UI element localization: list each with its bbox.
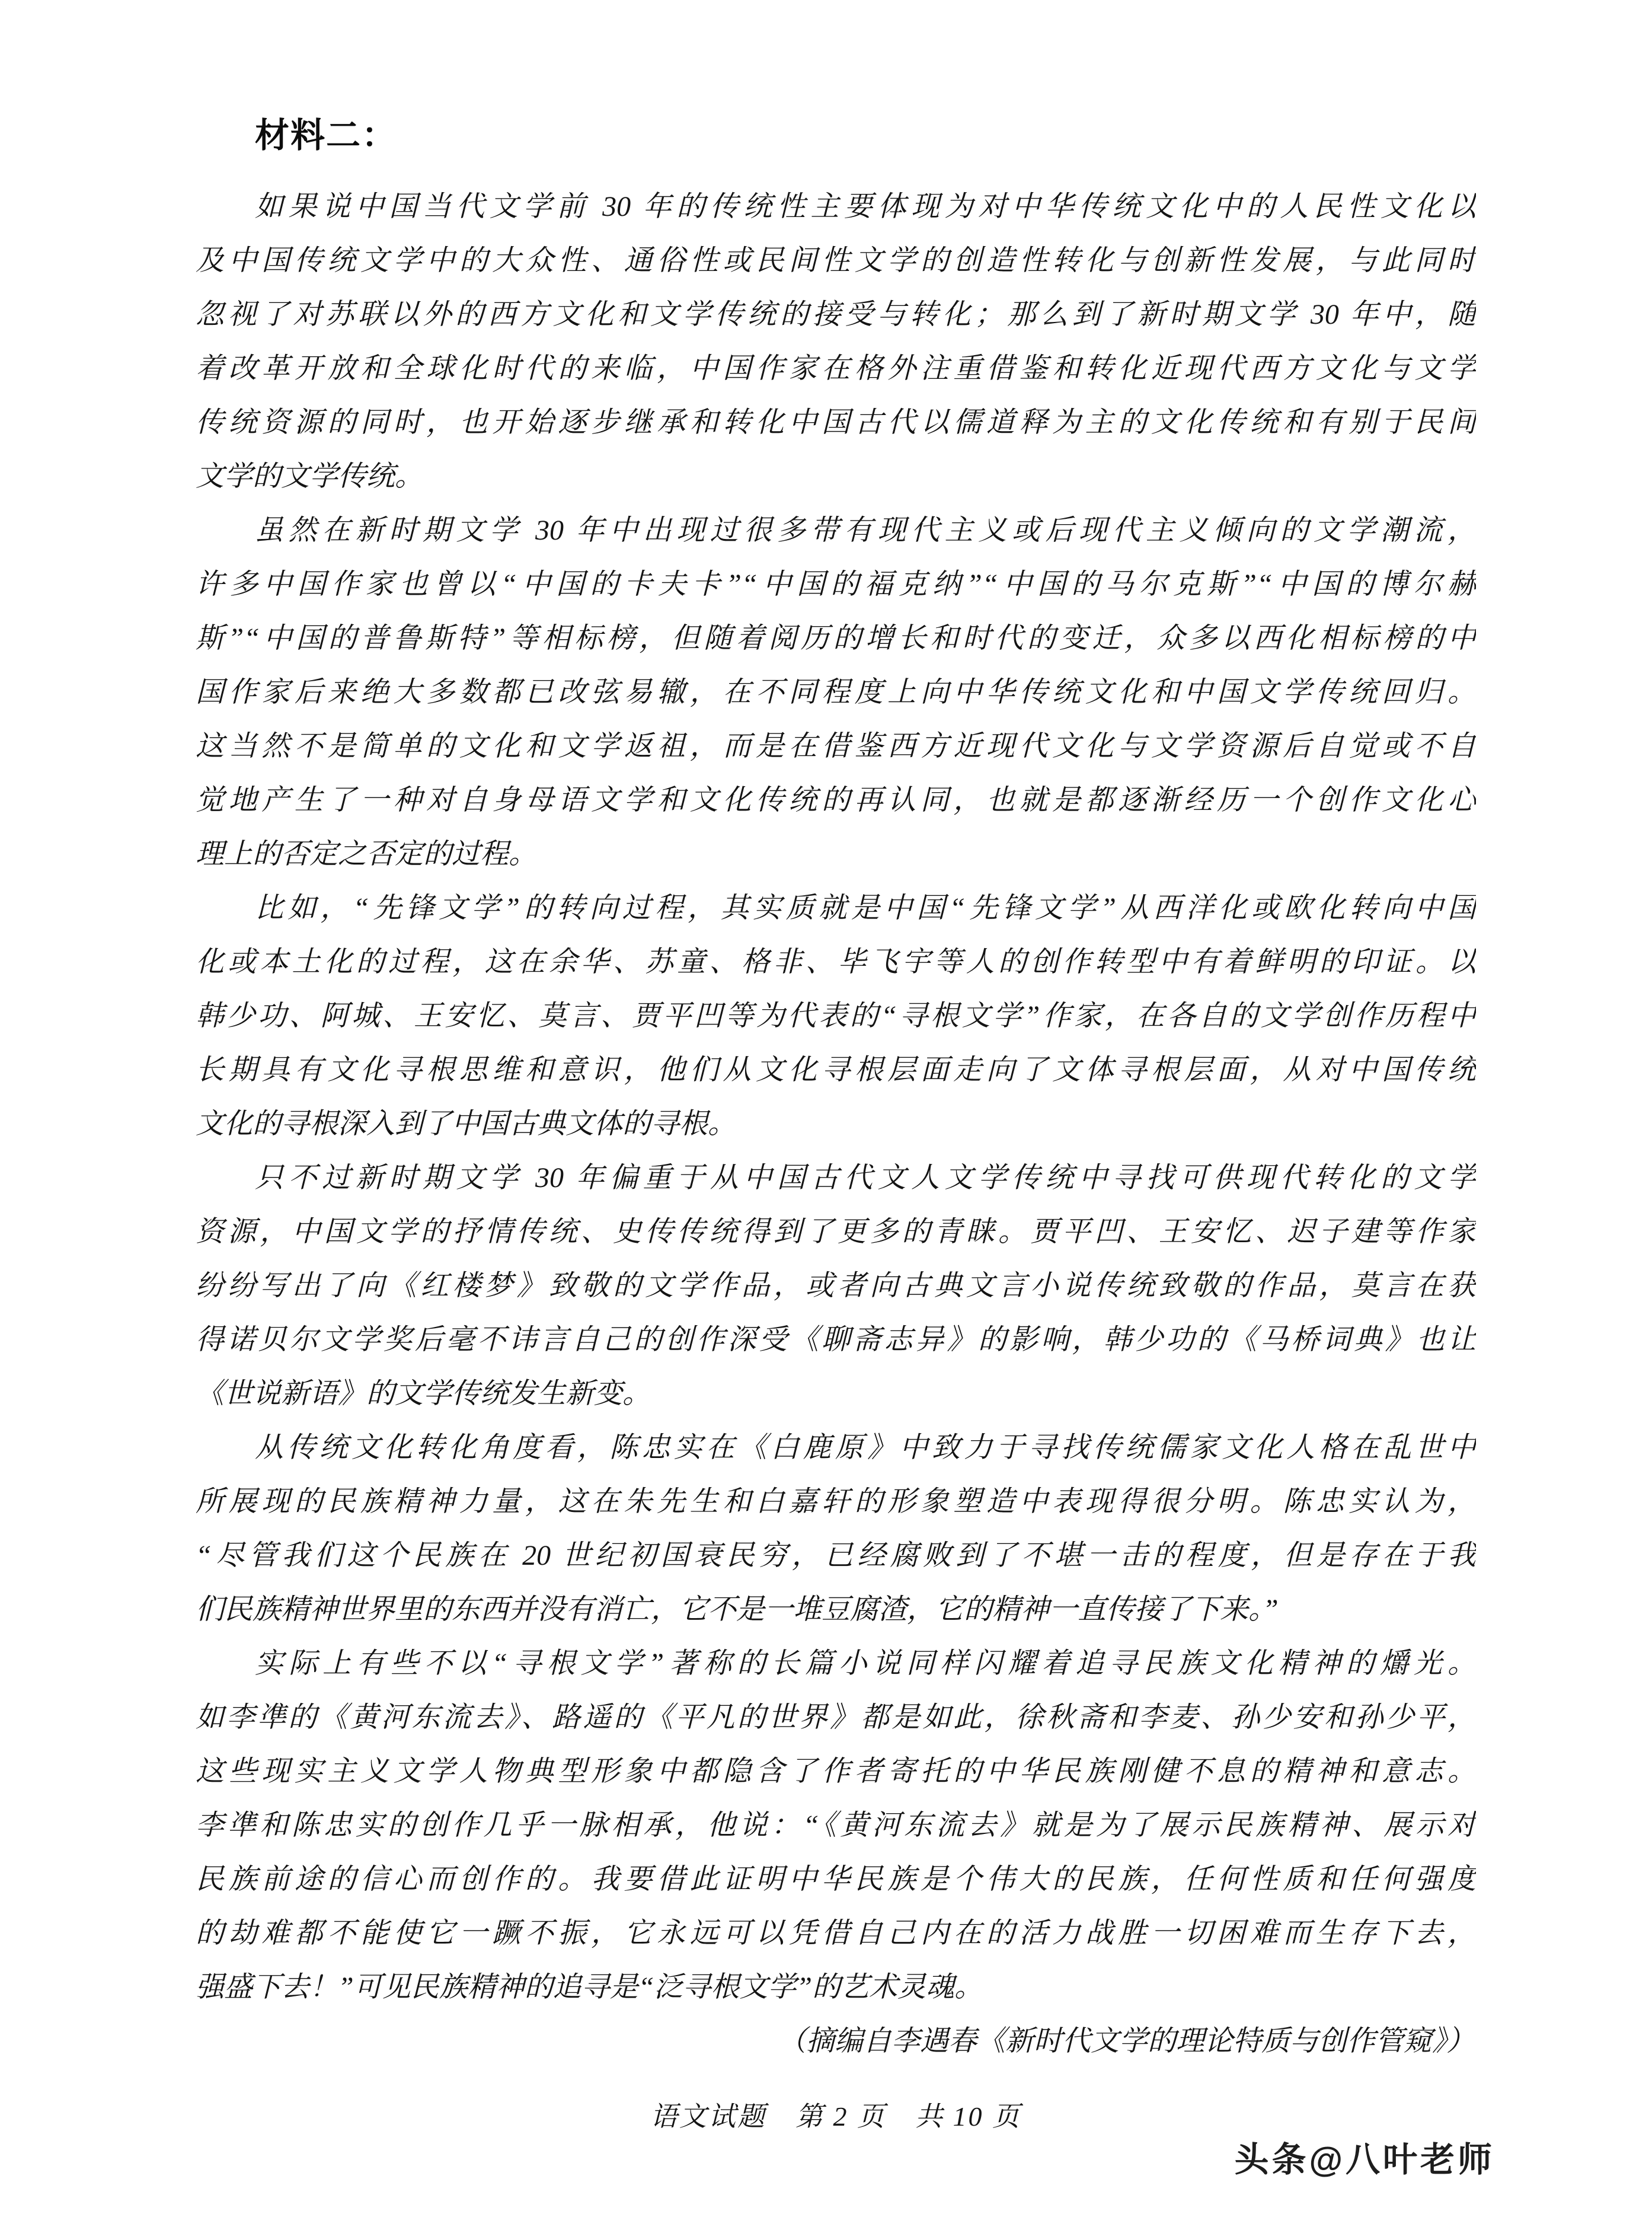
material-heading: 材料二： — [255, 116, 398, 155]
text-line: 从传统文化转化角度看，陈忠实在《白鹿原》中致力于寻找传统儒家文化人格在乱世中 — [255, 1432, 1476, 1463]
text-line: 忽视了对苏联以外的西方文化和文学传统的接受与转化；那么到了新时期文学 30 年中，随 — [196, 299, 1476, 330]
text-block — [196, 117, 1476, 2135]
text-line: 实际上有些不以“寻根文学”著称的长篇小说同样闪耀着追寻民族文化精神的爝光。 — [255, 1648, 1476, 1679]
source-attribution: （摘编自李遇春《新时代文学的理论特质与创作管窥》） — [777, 2025, 1475, 2057]
text-line: 韩少功、阿城、王安忆、莫言、贾平凹等为代表的“寻根文学”作家，在各自的文学创作历程中 — [196, 1000, 1476, 1032]
text-line: 觉地产生了一种对自身母语文学和文化传统的再认同，也就是都逐渐经历一个创作文化心 — [196, 784, 1476, 816]
paragraph-1 — [196, 180, 1476, 503]
text-line: 民族前途的信心而创作的。我要借此证明中华民族是个伟大的民族，任何性质和任何强度 — [196, 1864, 1476, 1895]
text-line: 得诺贝尔文学奖后毫不讳言自己的创作深受《聊斋志异》的影响，韩少功的《马桥词典》也让 — [196, 1324, 1476, 1355]
text-line: 许多中国作家也曾以“中国的卡夫卡”“中国的福克纳”“中国的马尔克斯”“中国的博尔赫 — [196, 569, 1476, 600]
paragraph-6 — [196, 1636, 1476, 2014]
text-line: 只不过新时期文学 30 年偏重于从中国古代文人文学传统中寻找可供现代转化的文学 — [255, 1162, 1476, 1194]
text-line: 传统资源的同时，也开始逐步继承和转化中国古代以儒道释为主的文化传统和有别于民间 — [196, 407, 1476, 438]
text-line: 这当然不是简单的文化和文学返祖，而是在借鉴西方近现代文化与文学资源后自觉或不自 — [196, 730, 1476, 762]
text-line: 所展现的民族精神力量，这在朱先生和白嘉轩的形象塑造中表现得很分明。陈忠实认为， — [196, 1486, 1476, 1517]
text-line: “尽管我们这个民族在 20 世纪初国衰民穷，已经腐败到了不堪一击的程度，但是存在于我 — [196, 1540, 1476, 1571]
text-line: 强盛下去！”可见民族精神的追寻是“泛寻根文学”的艺术灵魂。 — [196, 1971, 983, 2003]
text-line: 比如，“先锋文学”的转向过程，其实质就是中国“先锋文学”从西洋化或欧化转向中国 — [255, 892, 1476, 924]
text-line: 长期具有文化寻根思维和意识，他们从文化寻根层面走向了文体寻根层面，从对中国传统 — [196, 1054, 1476, 1086]
text-line: 着改革开放和全球化时代的来临，中国作家在格外注重借鉴和转化近现代西方文化与文学 — [196, 353, 1476, 384]
text-line: 文学的文学传统。 — [196, 461, 424, 492]
text-line: 国作家后来绝大多数都已改弦易辙，在不同程度上向中华传统文化和中国文学传统回归。 — [196, 677, 1476, 708]
body-text — [196, 180, 1476, 2068]
text-line: 李凖和陈忠实的创作几乎一脉相承，他说：“《黄河东流去》就是为了展示民族精神、展示对 — [196, 1810, 1476, 1841]
paragraph-2 — [196, 503, 1476, 881]
text-line: 化或本土化的过程，这在余华、苏童、格非、毕飞宇等人的创作转型中有着鲜明的印证。以 — [196, 946, 1476, 978]
text-line: 资源，中国文学的抒情传统、史传传统得到了更多的青睐。贾平凹、王安忆、迟子建等作家 — [196, 1216, 1476, 1248]
text-line: 的劫难都不能使它一蹶不振，它永远可以凭借自己内在的活力战胜一切困难而生存下去， — [196, 1918, 1476, 1949]
text-line: 及中国传统文学中的大众性、通俗性或民间性文学的创造性转化与创新性发展，与此同时 — [196, 245, 1476, 276]
text-line: 《世说新语》的文学传统发生新变。 — [196, 1378, 651, 1409]
text-line: 如果说中国当代文学前 30 年的传统性主要体现为对中华传统文化中的人民性文化以 — [255, 191, 1476, 222]
paragraph-3 — [196, 881, 1476, 1151]
paragraph-4 — [196, 1151, 1476, 1421]
text-line: 们民族精神世界里的东西并没有消亡，它不是一堆豆腐渣，它的精神一直传接了下来。” — [196, 1594, 1279, 1625]
text-line: 斯”“中国的普鲁斯特”等相标榜，但随着阅历的增长和时代的变迁，众多以西化相标榜的中 — [196, 623, 1476, 654]
watermark-text: 头条@八叶老师 — [1234, 2140, 1495, 2179]
text-line: 文化的寻根深入到了中国古典文体的寻根。 — [196, 1108, 737, 1140]
text-line: 理上的否定之否定的过程。 — [196, 838, 538, 870]
text-line: 纷纷写出了向《红楼梦》致敬的文学作品，或者向古典文言小说传统致敬的作品，莫言在获 — [196, 1270, 1476, 1301]
paragraph-5 — [196, 1421, 1476, 1636]
text-line: 虽然在新时期文学 30 年中出现过很多带有现代主义或后现代主义倾向的文学潮流， — [255, 515, 1476, 546]
text-line: 这些现实主义文学人物典型形象中都隐含了作者寄托的中华民族刚健不息的精神和意志。 — [196, 1756, 1476, 1787]
page-footer: 语文试题 第 2 页 共 10 页 — [650, 2101, 1021, 2132]
text-line: 如李凖的《黄河东流去》、路遥的《平凡的世界》都是如此，徐秋斋和李麦、孙少安和孙少平， — [196, 1702, 1476, 1733]
